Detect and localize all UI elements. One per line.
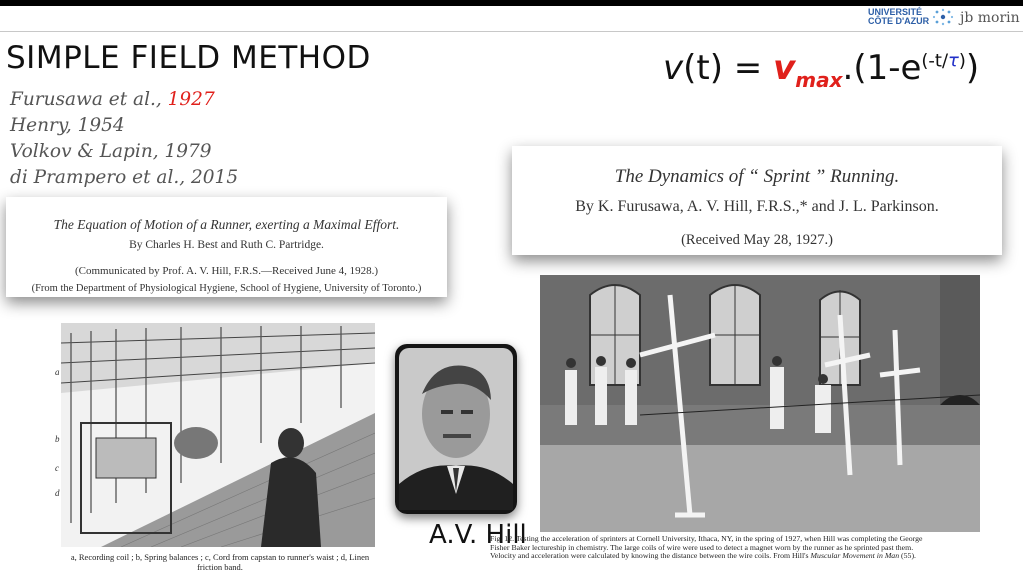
figure-letter: a bbox=[55, 367, 60, 377]
portrait-label: A.V. Hill bbox=[429, 520, 527, 550]
university-name: UNIVERSITÉ CÔTE D'AZUR bbox=[868, 7, 930, 26]
slide-title: SIMPLE FIELD METHOD bbox=[6, 40, 371, 76]
reference-list bbox=[10, 87, 238, 191]
cornell-sprint-photo bbox=[540, 275, 980, 532]
velocity-formula: $v(t) = v_{max}.(1-e^{(-t/\tau)})$ bbox=[663, 48, 980, 92]
left-figure-caption: a, Recording coil ; b, Spring balances ; c, Cord from capstan to runner's waist ; d, Linen friction band. bbox=[70, 552, 370, 572]
reference-item: di Prampero et al., 2015 bbox=[10, 167, 239, 188]
paper-byline: By Charles H. Best and Ruth C. Partridge. bbox=[129, 239, 324, 251]
paper-title: The Equation of Motion of a Runner, exerting a Maximal Effort. bbox=[53, 217, 400, 232]
author-tag: jb morin bbox=[960, 10, 1020, 26]
reference-item: Henry, 1954 bbox=[10, 115, 125, 136]
paper-title: The Dynamics of “ Sprint ” Running. bbox=[614, 166, 900, 187]
university-logo-icon bbox=[932, 8, 954, 26]
figure-letter: d bbox=[55, 488, 60, 498]
paper-communicated: (Communicated by Prof. A. V. Hill, F.R.S.—Received June 4, 1928.) bbox=[74, 265, 379, 277]
reference-item: Volkov & Lapin, 1979 bbox=[10, 141, 212, 162]
figure-letter: c bbox=[55, 463, 59, 473]
reference-item: Furusawa et al., 1927 bbox=[10, 89, 215, 110]
paper-header-furusawa bbox=[512, 146, 1002, 255]
paper-affiliation: (From the Department of Physiological Hygiene, School of Hygiene, University of Toronto.) bbox=[31, 283, 422, 294]
header-divider bbox=[0, 31, 1023, 32]
paper-header-best-partridge bbox=[6, 197, 447, 297]
figure-letter: b bbox=[55, 434, 60, 444]
apparatus-engraving bbox=[61, 323, 375, 547]
top-bar bbox=[0, 0, 1023, 6]
hill-portrait bbox=[395, 344, 517, 514]
paper-received: (Received May 28, 1927.) bbox=[681, 232, 833, 248]
paper-byline: By K. Furusawa, A. V. Hill, F.R.S.,* and J. L. Parkinson. bbox=[575, 198, 939, 215]
right-figure-caption: Fig. 12. Testing the acceleration of sprinters at Cornell University, Ithaca, NY, in the spring of 1927, when Hill was completing the George Fisher Baker lectureship in chemistry. The large coils of wire were used to detect a magnet worn by the runner as he sprinted past them. Velocity and acceleration were calculated by knowing the distance between the wire coils. From Hill's Muscular Movement in Man (55). bbox=[490, 534, 923, 561]
